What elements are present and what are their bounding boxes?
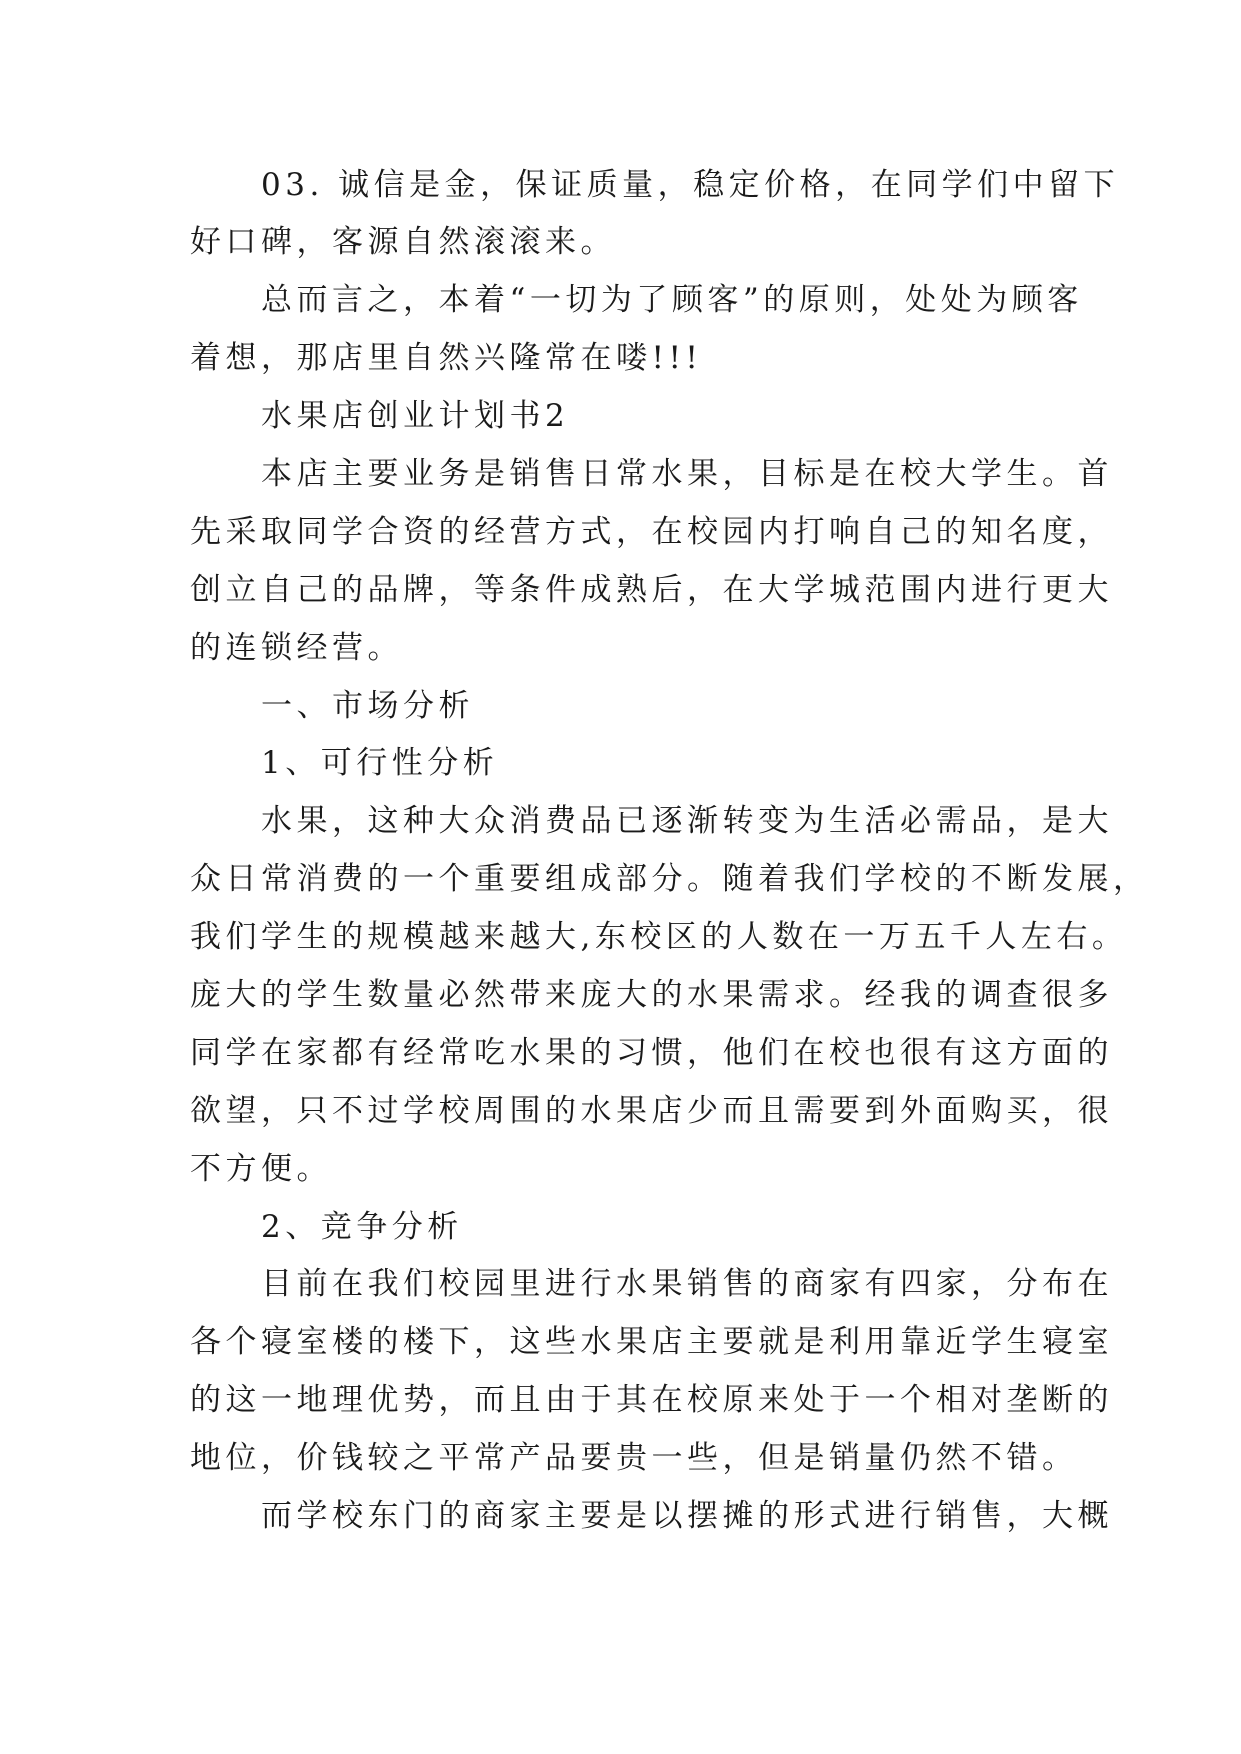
text-line: 不方便。 xyxy=(190,1151,332,1187)
text-line: 03. 诚信是金，保证质量，稳定价格，在同学们中留下 xyxy=(190,167,1120,203)
text-line: 创立自己的品牌，等条件成熟后，在大学城范围内进行更大 xyxy=(190,572,1113,608)
text-line: 目前在我们校园里进行水果销售的商家有四家，分布在 xyxy=(190,1266,1113,1302)
section-heading: 一、市场分析 xyxy=(190,688,474,724)
subsection-heading: 2、竞争分析 xyxy=(190,1209,463,1245)
text-line: 本店主要业务是销售日常水果，目标是在校大学生。首 xyxy=(190,456,1113,492)
text-line: 的这一地理优势，而且由于其在校原来处于一个相对垄断的 xyxy=(190,1382,1113,1418)
text-line: 庞大的学生数量必然带来庞大的水果需求。经我的调查很多 xyxy=(190,977,1113,1013)
text-line: 着想，那店里自然兴隆常在喽!!! xyxy=(190,340,703,376)
text-line: 各个寝室楼的楼下，这些水果店主要就是利用靠近学生寝室 xyxy=(190,1324,1113,1360)
text-line: 总而言之，本着“一切为了顾客”的原则，处处为顾客 xyxy=(190,282,1083,318)
text-line: 先采取同学合资的经营方式，在校园内打响自己的知名度， xyxy=(190,514,1113,550)
text-line: 众日常消费的一个重要组成部分。随着我们学校的不断发展， xyxy=(190,861,1149,897)
text-line: 好口碑，客源自然滚滚来。 xyxy=(190,224,616,260)
text-line: 地位，价钱较之平常产品要贵一些，但是销量仍然不错。 xyxy=(190,1440,1078,1476)
subsection-heading: 1、可行性分析 xyxy=(190,745,499,781)
text-line: 我们学生的规模越来越大,东校区的人数在一万五千人左右。 xyxy=(190,919,1128,955)
text-line: 的连锁经营。 xyxy=(190,630,403,666)
text-line: 欲望，只不过学校周围的水果店少而且需要到外面购买，很 xyxy=(190,1093,1113,1129)
section-title: 水果店创业计划书2 xyxy=(190,398,570,434)
text-line: 同学在家都有经常吃水果的习惯，他们在校也很有这方面的 xyxy=(190,1035,1113,1071)
text-line: 而学校东门的商家主要是以摆摊的形式进行销售，大概 xyxy=(190,1498,1113,1534)
text-line: 水果，这种大众消费品已逐渐转变为生活必需品，是大 xyxy=(190,803,1113,839)
